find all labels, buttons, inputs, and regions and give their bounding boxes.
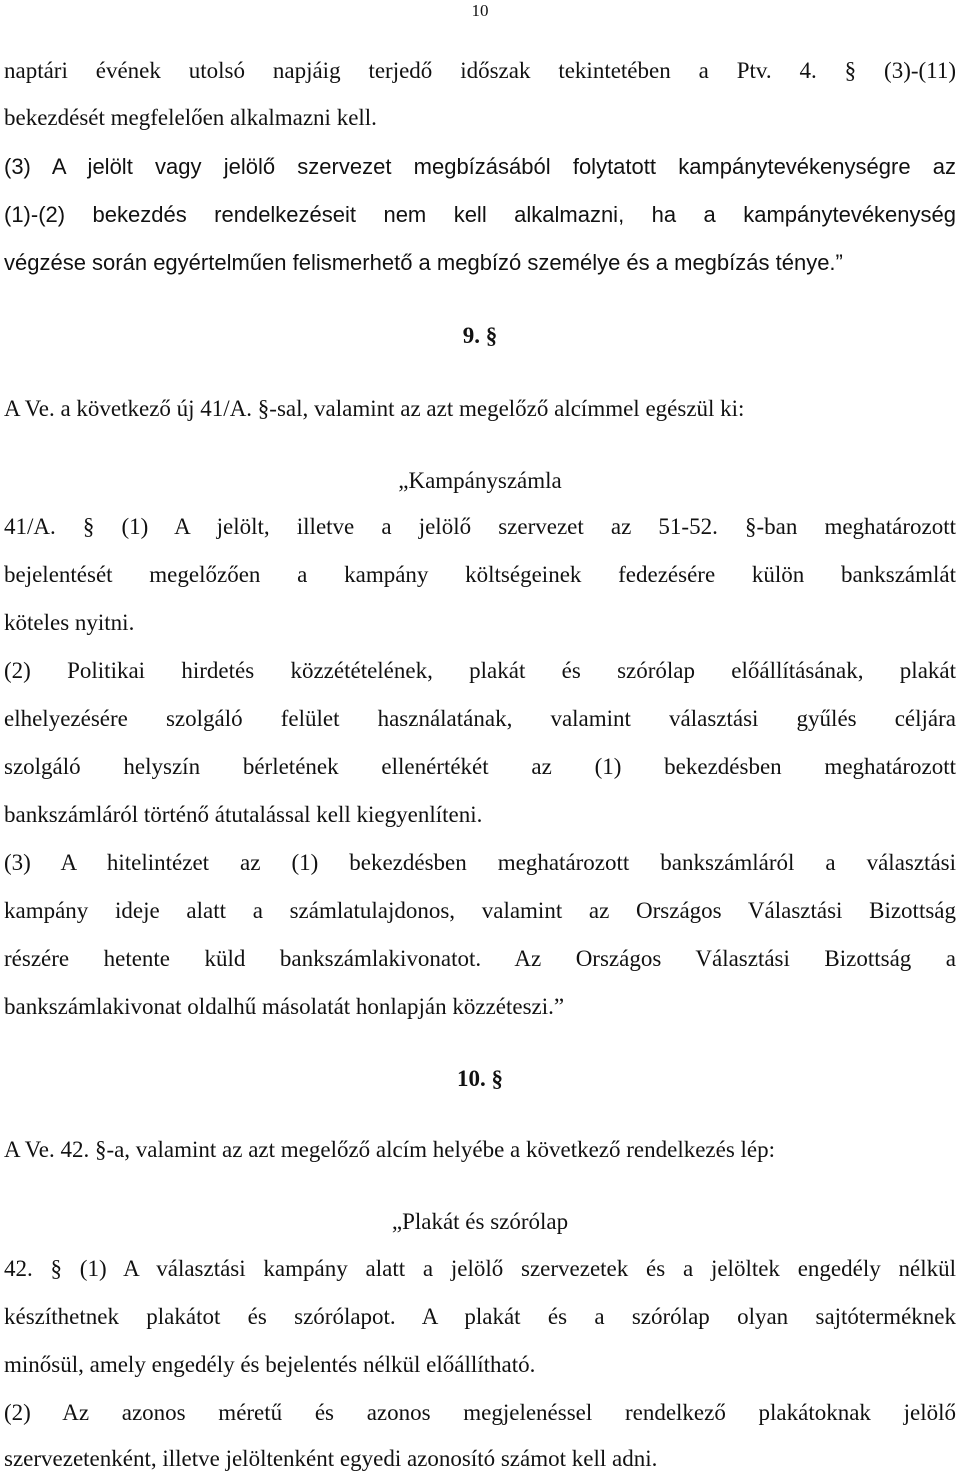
text-line: bankszámláról történő átutalással kell kiegyenlíteni. xyxy=(4,802,483,827)
text-line: (2) Politikai hirdetés közzétételének, plakát és szórólap előállításának, plakát xyxy=(4,658,956,683)
subtitle-heading: „Kampányszámla xyxy=(398,468,562,493)
section-heading: 10. § xyxy=(457,1066,503,1091)
subtitle-heading: „Plakát és szórólap xyxy=(391,1209,569,1234)
text-line: szervezetenként, illetve jelöltenként egyedi azonosító számot kell adni. xyxy=(4,1446,658,1471)
text-line: A Ve. 42. §-a, valamint az azt megelőző alcím helyébe a következő rendelkezés lép: xyxy=(4,1137,776,1162)
text-line: bankszámlakivonat oldalhű másolatát honlapján közzéteszi.” xyxy=(4,994,565,1019)
text-line: (3) A hitelintézet az (1) bekezdésben meghatározott bankszámláról a választási xyxy=(4,850,956,875)
text-line: elhelyezésére szolgáló felület használatának, valamint választási gyűlés céljára xyxy=(4,706,956,731)
text-line: A Ve. a következő új 41/A. §-sal, valamint az azt megelőző alcímmel egészül ki: xyxy=(4,396,745,421)
text-line: készíthetnek plakátot és szórólapot. A plakát és a szórólap olyan sajtóterméknek xyxy=(4,1304,956,1329)
text-line: 42. § (1) A választási kampány alatt a jelölő szervezetek és a jelöltek engedély nélkül xyxy=(4,1256,956,1281)
text-line: szolgáló helyszín bérletének ellenértékét az (1) bekezdésben meghatározott xyxy=(4,754,956,779)
text-line: köteles nyitni. xyxy=(4,610,135,635)
text-line: végzése során egyértelműen felismerhető a megbízó személye és a megbízás ténye.” xyxy=(4,250,843,275)
text-line: bekezdését megfelelően alkalmazni kell. xyxy=(4,105,377,130)
text-line: minősül, amely engedély és bejelentés nélkül előállítható. xyxy=(4,1352,536,1377)
section-heading: 9. § xyxy=(462,323,498,348)
text-line: (3) A jelölt vagy jelölő szervezet megbízásából folytatott kampánytevékenységre az xyxy=(4,154,956,179)
text-line: bejelentését megelőzően a kampány költségeinek fedezésére külön bankszámlát xyxy=(4,562,956,587)
text-line: naptári évének utolsó napjáig terjedő időszak tekintetében a Ptv. 4. § (3)-(11) xyxy=(4,58,956,83)
text-line: 41/A. § (1) A jelölt, illetve a jelölő szervezet az 51-52. §-ban meghatározott xyxy=(4,514,956,539)
page-number: 10 xyxy=(471,1,489,20)
text-line: (2) Az azonos méretű és azonos megjelenéssel rendelkező plakátoknak jelölő xyxy=(4,1400,956,1425)
text-line: kampány ideje alatt a számlatulajdonos, valamint az Országos Választási Bizottság xyxy=(4,898,956,923)
text-line: részére hetente küld bankszámlakivonatot. Az Országos Választási Bizottság a xyxy=(4,946,956,971)
text-line: (1)-(2) bekezdés rendelkezéseit nem kell alkalmazni, ha a kampánytevékenység xyxy=(4,202,956,227)
